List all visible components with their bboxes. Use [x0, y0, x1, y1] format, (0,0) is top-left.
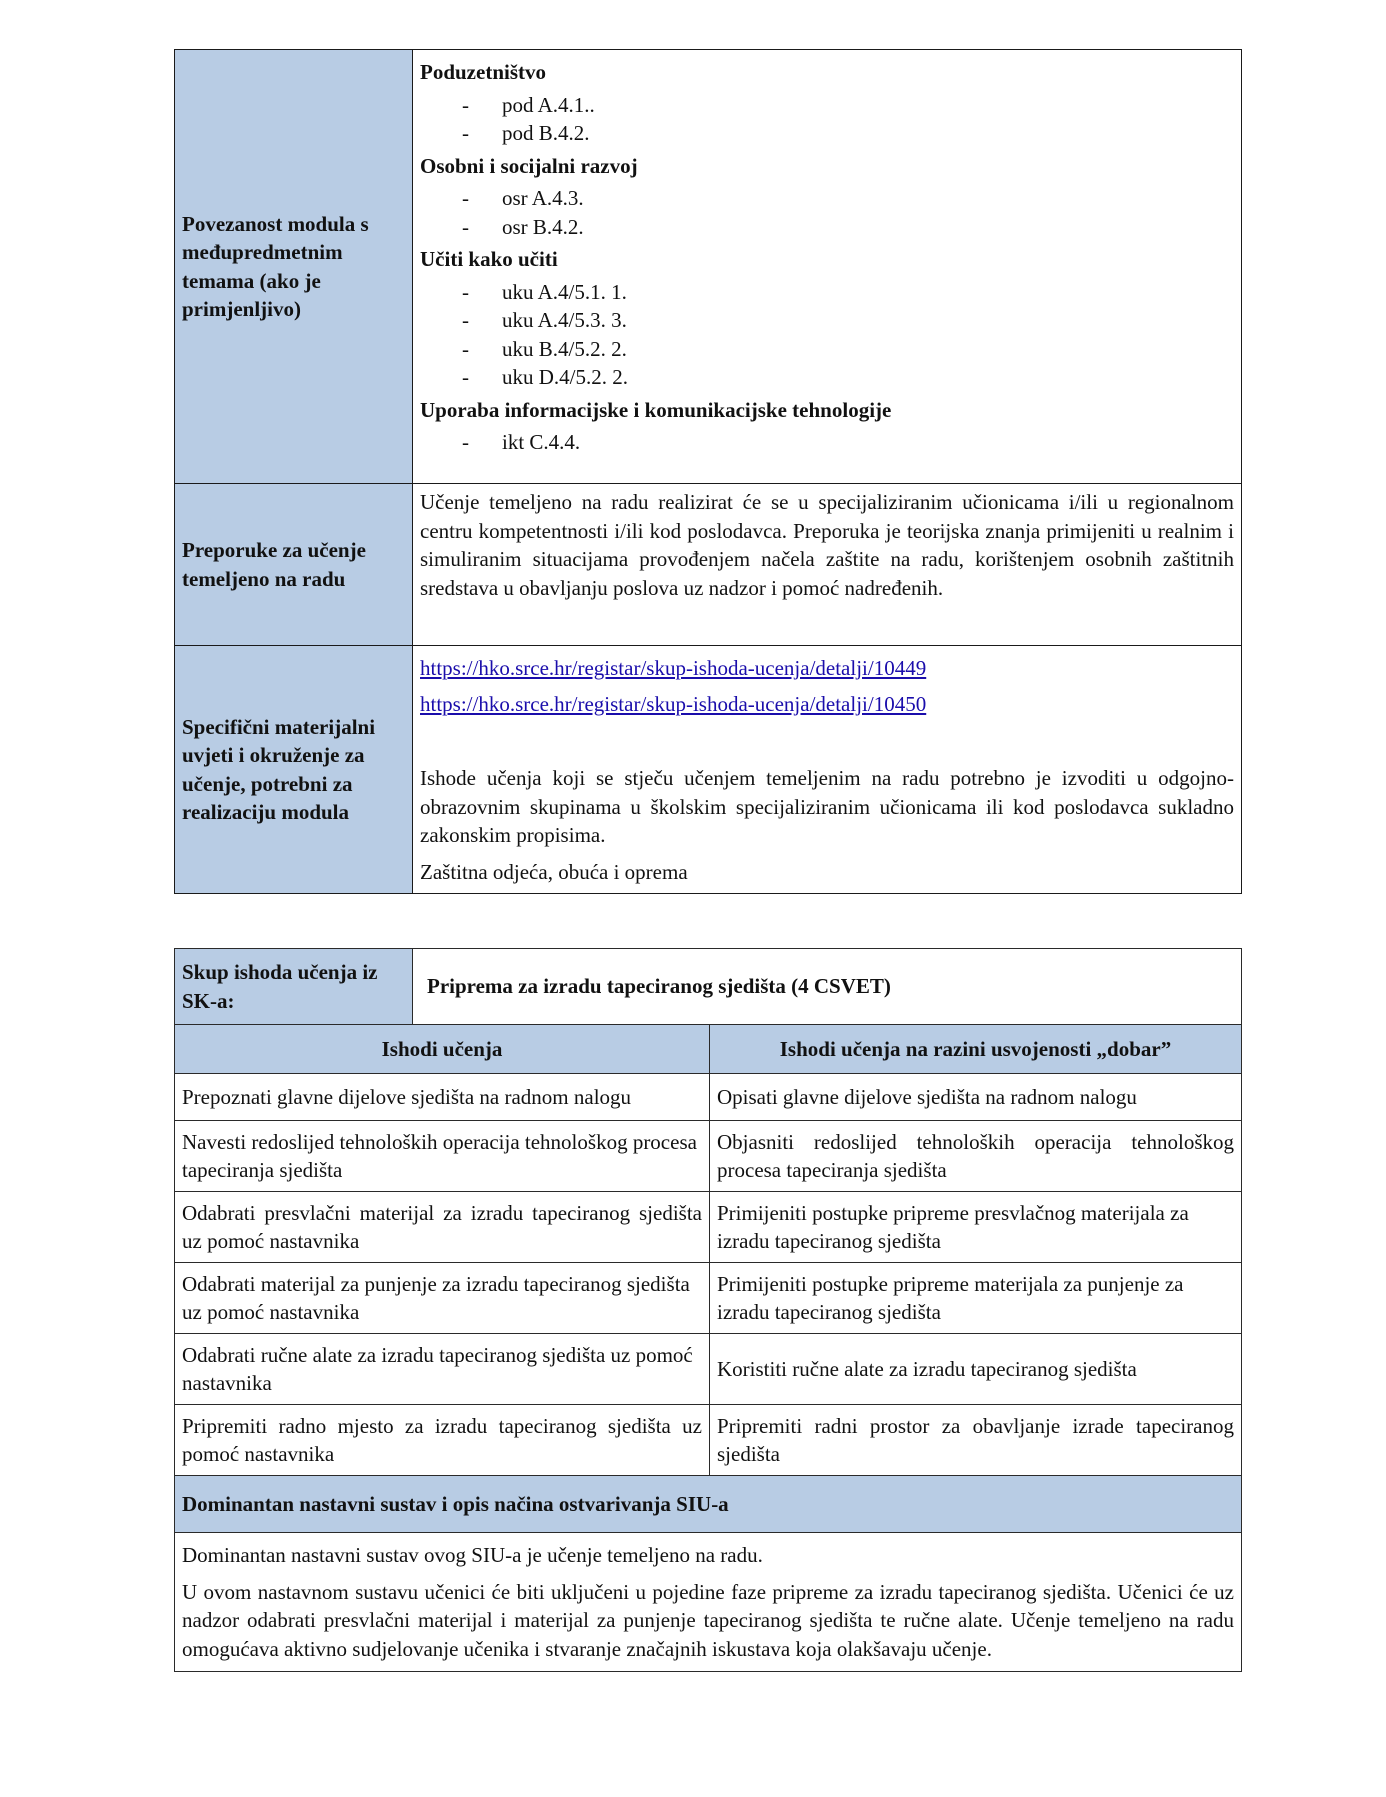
list	[420, 91, 1234, 148]
table-row	[175, 50, 1242, 484]
hko-link-10450[interactable]: https://hko.srce.hr/registar/skup-ishoda-ucenja/detalji/10450	[420, 691, 927, 716]
section-body	[175, 1533, 1242, 1672]
good-level-cell: Pripremiti radni prostor za obavljanje izrade tapeciranog sjedišta	[710, 1405, 1242, 1476]
list-item: - uku B.4/5.2. 2.	[420, 335, 1234, 364]
row-label: Preporuke za učenje temeljeno na radu	[175, 484, 413, 646]
table-row	[175, 1121, 1242, 1192]
cross-curricular-topics	[413, 50, 1242, 484]
table-row	[175, 646, 1242, 894]
column-header-good-level: Ishodi učenja na razini usvojenosti „dobar”	[710, 1025, 1242, 1074]
list	[420, 428, 1234, 457]
list-item: - uku A.4/5.3. 3.	[420, 306, 1234, 335]
row-label: Specifični materijalni uvjeti i okruženje za učenje, potrebni za realizaciju modula	[175, 646, 413, 894]
group-heading: Uporaba informacijske i komunikacijske tehnologije	[420, 397, 892, 422]
outcome-cell: Pripremiti radno mjesto za izradu tapeciranog sjedišta uz pomoć nastavnika	[175, 1405, 710, 1476]
list-item: - uku D.4/5.2. 2.	[420, 363, 1234, 392]
good-level-cell: Objasniti redoslijed tehnoloških operacija tehnološkog procesa tapeciranja sjedišta	[710, 1121, 1242, 1192]
siu-title: Priprema za izradu tapeciranog sjedišta (4 CSVET)	[413, 949, 1242, 1025]
header-row	[175, 1025, 1242, 1074]
list	[420, 278, 1234, 392]
section-heading: Dominantan nastavni sustav i opis načina ostvarivanja SIU-a	[175, 1476, 1242, 1533]
outcome-cell: Prepoznati glavne dijelove sjedišta na radnom nalogu	[175, 1074, 710, 1121]
table-row	[175, 1074, 1242, 1121]
table-row	[175, 1533, 1242, 1672]
list-item: - pod B.4.2.	[420, 119, 1234, 148]
list-item: - uku A.4/5.1. 1.	[420, 278, 1234, 307]
table-row	[175, 1334, 1242, 1405]
group-heading: Osobni i socijalni razvoj	[420, 153, 638, 178]
good-level-cell: Koristiti ručne alate za izradu tapeciranog sjedišta	[710, 1334, 1242, 1405]
table-row	[175, 1405, 1242, 1476]
material-conditions	[413, 646, 1242, 894]
module-info-table	[174, 49, 1242, 894]
table-row	[175, 949, 1242, 1025]
conditions-text: Ishode učenja koji se stječu učenjem temeljenim na radu potrebno je izvoditi u odgojno-obrazovnim skupinama u školskim specijaliziranim učionicama ili kod poslodavca sukladno zakonskim propisima.	[420, 766, 1234, 847]
good-level-cell: Opisati glavne dijelove sjedišta na radnom nalogu	[710, 1074, 1242, 1121]
outcome-cell: Odabrati ručne alate za izradu tapeciranog sjedišta uz pomoć nastavnika	[175, 1334, 710, 1405]
outcome-cell: Odabrati materijal za punjenje za izradu tapeciranog sjedišta uz pomoć nastavnika	[175, 1263, 710, 1334]
group-heading: Učiti kako učiti	[420, 247, 558, 271]
good-level-cell: Primijeniti postupke pripreme presvlačnog materijala za izradu tapeciranog sjedišta	[710, 1192, 1242, 1263]
table-row	[175, 1263, 1242, 1334]
list	[420, 184, 1234, 241]
learning-outcomes-table	[174, 948, 1242, 1672]
hko-link-10449[interactable]: https://hko.srce.hr/registar/skup-ishoda-ucenja/detalji/10449	[420, 656, 927, 680]
list-item: - osr A.4.3.	[420, 184, 1234, 213]
work-based-learning-recommendation: Učenje temeljeno na radu realizirat će se u specijaliziranim učionicama i/ili u regionalnom centru kompetentnosti i/ili kod poslodavca. Preporuka je teorijska znanja primijeniti u realnim i simuliranim situacijama provođenjem načela zaštite na radu, korištenjem osobnih zaštitnih sredstava u obavljanju poslova uz nadzor i pomoć nadređenih.	[413, 484, 1242, 646]
group-heading: Poduzetništvo	[420, 60, 546, 84]
outcome-cell: Odabrati presvlačni materijal za izradu tapeciranog sjedišta uz pomoć nastavnika	[175, 1192, 710, 1263]
table-row	[175, 484, 1242, 646]
good-level-cell: Primijeniti postupke pripreme materijala za punjenje za izradu tapeciranog sjedišta	[710, 1263, 1242, 1334]
equipment-text: Zaštitna odjeća, obuća i oprema	[420, 859, 688, 884]
siu-label: Skup ishoda učenja iz SK-a:	[175, 949, 413, 1025]
section-paragraph: U ovom nastavnom sustavu učenici će biti uključeni u pojedine faze pripreme za izradu tapeciranog sjedišta. Učenici će uz nadzor odabrati presvlačni materijal i materijal za punjenje tapeciranog sjedišta te ručne alate. Učenje temeljeno na radu omogućava aktivno sudjelovanje učenika i stvaranje značajnih iskustava koja olakšavaju učenje.	[182, 1579, 1234, 1661]
list-item: - pod A.4.1..	[420, 91, 1234, 120]
table-row	[175, 1192, 1242, 1263]
section-paragraph: Dominantan nastavni sustav ovog SIU-a je učenje temeljeno na radu.	[182, 1543, 763, 1567]
list-item: - osr B.4.2.	[420, 213, 1234, 242]
section-header-row	[175, 1476, 1242, 1533]
row-label: Povezanost modula s međupredmetnim temama (ako je primjenljivo)	[175, 50, 413, 484]
list-item: - ikt C.4.4.	[420, 428, 1234, 457]
outcome-cell: Navesti redoslijed tehnoloških operacija tehnološkog procesa tapeciranja sjedišta	[175, 1121, 710, 1192]
column-header-outcomes: Ishodi učenja	[175, 1025, 710, 1074]
